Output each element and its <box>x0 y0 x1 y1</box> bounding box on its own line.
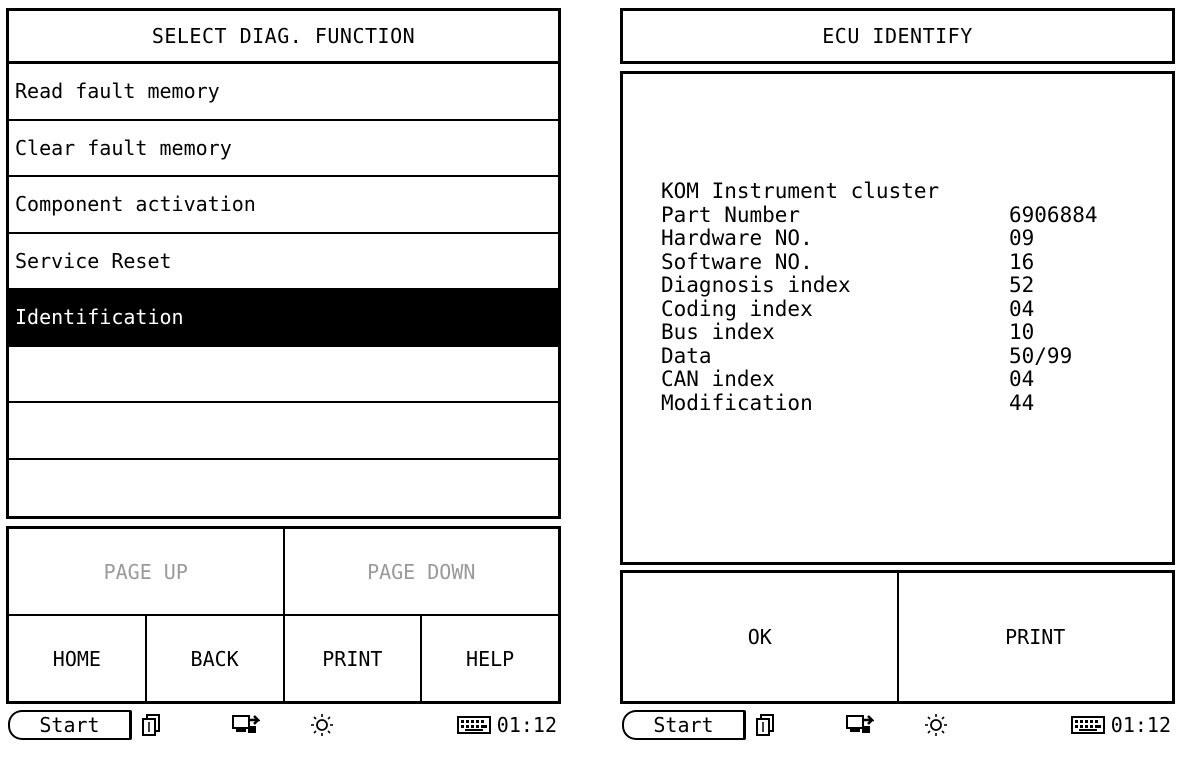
info-value: 50/99 <box>1009 343 1073 368</box>
clock <box>1071 713 1171 737</box>
info-value: 44 <box>1009 390 1035 415</box>
windows-icon[interactable] <box>142 714 162 736</box>
page-title: ECU IDENTIFY <box>620 8 1175 64</box>
info-label: Modification <box>661 390 813 415</box>
info-value: 04 <box>1009 367 1035 391</box>
menu-item-empty <box>9 403 558 460</box>
info-row <box>661 251 1098 275</box>
info-label: Bus index <box>661 320 775 344</box>
info-value: 6906884 <box>1009 202 1098 227</box>
diag-function-screen <box>6 8 567 748</box>
info-row <box>661 227 1098 251</box>
info-row <box>661 321 1098 345</box>
page-title: SELECT DIAG. FUNCTION <box>6 8 561 64</box>
print-button[interactable]: PRINT <box>285 616 423 701</box>
menu-item-identification[interactable]: Identification <box>9 290 558 347</box>
brightness-icon[interactable] <box>310 713 334 737</box>
start-button[interactable]: Start <box>8 710 132 740</box>
info-label: CAN index <box>661 367 775 391</box>
info-value: 04 <box>1009 296 1035 321</box>
page-down-button[interactable]: PAGE DOWN <box>367 559 476 584</box>
info-label: Diagnosis index <box>661 273 851 297</box>
network-icon[interactable] <box>232 714 260 736</box>
info-label: Software NO. <box>661 249 813 274</box>
status-bar <box>620 706 1175 744</box>
menu-item-component-activation[interactable]: Component activation <box>9 177 558 234</box>
info-value: 52 <box>1009 273 1035 297</box>
info-value: 16 <box>1009 249 1035 274</box>
info-row <box>661 345 1098 369</box>
start-button[interactable]: Start <box>622 710 746 740</box>
info-row <box>661 392 1098 416</box>
help-button[interactable]: HELP <box>466 646 515 671</box>
menu-item-read-fault-memory[interactable]: Read fault memory <box>9 64 558 121</box>
info-row <box>661 204 1098 228</box>
clock-time: 01:12 <box>1110 713 1171 737</box>
ecu-identify-screen <box>620 8 1181 748</box>
status-bar <box>6 706 561 744</box>
ecu-name: KOM Instrument cluster <box>661 179 940 203</box>
page-up-button[interactable]: PAGE UP <box>9 529 285 614</box>
windows-icon[interactable] <box>756 714 776 736</box>
button-panel <box>6 526 561 704</box>
print-button[interactable]: PRINT <box>1005 625 1066 649</box>
clock <box>457 713 557 737</box>
menu-item-empty <box>9 460 558 517</box>
ok-button[interactable]: OK <box>623 573 899 701</box>
menu-item-empty <box>9 347 558 404</box>
button-panel <box>620 570 1175 704</box>
info-value: 10 <box>1009 320 1035 344</box>
info-label: Coding index <box>661 296 813 321</box>
info-row <box>661 298 1098 322</box>
keyboard-icon[interactable] <box>1071 716 1105 734</box>
info-value: 09 <box>1009 226 1035 250</box>
brightness-icon[interactable] <box>924 713 948 737</box>
network-icon[interactable] <box>846 714 874 736</box>
info-label: Part Number <box>661 202 801 227</box>
info-label: Data <box>661 343 712 368</box>
info-row <box>661 274 1098 298</box>
home-button[interactable]: HOME <box>9 616 147 701</box>
menu-item-service-reset[interactable]: Service Reset <box>9 234 558 291</box>
menu-item-clear-fault-memory[interactable]: Clear fault memory <box>9 121 558 178</box>
function-menu <box>6 64 561 519</box>
info-label: Hardware NO. <box>661 226 813 250</box>
ecu-info-panel <box>620 71 1175 565</box>
info-row <box>661 368 1098 392</box>
back-button[interactable]: BACK <box>147 616 285 701</box>
keyboard-icon[interactable] <box>457 716 491 734</box>
clock-time: 01:12 <box>496 713 557 737</box>
